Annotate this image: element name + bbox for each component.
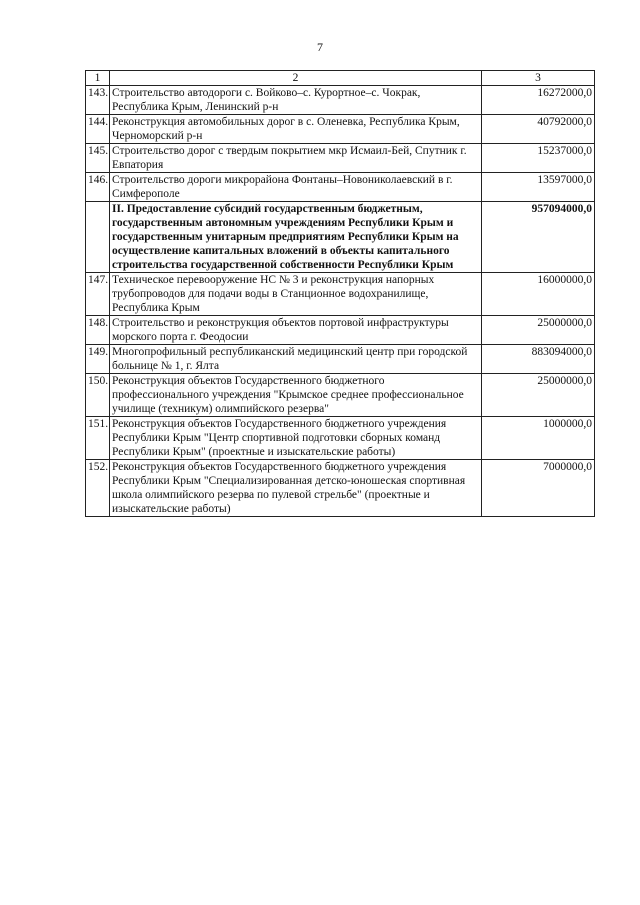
table-row bbox=[86, 273, 595, 316]
row-name: Реконструкция объектов Государственного бюджетного профессионального учреждения "Крымское среднее профессиональное училище (техникум) олимпийского резерва" bbox=[110, 374, 482, 417]
row-name: Реконструкция автомобильных дорог в с. Оленевка, Республика Крым, Черноморский р-н bbox=[110, 115, 482, 144]
row-value: 883094000,0 bbox=[482, 345, 595, 374]
section-title: II. Предоставление субсидий государственным бюджетным, государственным автономным учреждениям Республики Крым и государственным унитарным предприятиям Республики Крым на осуществление капитальных вложений в объекты капитального строительства государственной собственности Республики Крым bbox=[110, 202, 482, 273]
row-value: 40792000,0 bbox=[482, 115, 595, 144]
page-number: 7 bbox=[317, 40, 323, 54]
row-value: 15237000,0 bbox=[482, 144, 595, 173]
table-row bbox=[86, 460, 595, 517]
header-cell-1: 1 bbox=[86, 71, 110, 86]
table-row bbox=[86, 173, 595, 202]
row-name: Техническое перевооружение НС № 3 и реконструкция напорных трубопроводов для подачи воды в Станционное водохранилище, Республика Крым bbox=[110, 273, 482, 316]
row-number: 151. bbox=[86, 417, 110, 460]
row-number: 147. bbox=[86, 273, 110, 316]
row-value: 1000000,0 bbox=[482, 417, 595, 460]
section-total: 957094000,0 bbox=[482, 202, 595, 273]
row-name: Многопрофильный республиканский медицинский центр при городской больнице № 1, г. Ялта bbox=[110, 345, 482, 374]
budget-table bbox=[85, 70, 595, 517]
table-row bbox=[86, 115, 595, 144]
row-number: 143. bbox=[86, 86, 110, 115]
row-value: 7000000,0 bbox=[482, 460, 595, 517]
header-cell-3: 3 bbox=[482, 71, 595, 86]
row-name: Строительство дороги микрорайона Фонтаны–Новониколаевский в г. Симферополе bbox=[110, 173, 482, 202]
row-value: 25000000,0 bbox=[482, 316, 595, 345]
row-value: 13597000,0 bbox=[482, 173, 595, 202]
table-row bbox=[86, 417, 595, 460]
table-header-row bbox=[86, 71, 595, 86]
section-number bbox=[86, 202, 110, 273]
row-name: Строительство дорог с твердым покрытием мкр Исмаил-Бей, Спутник г. Евпатория bbox=[110, 144, 482, 173]
table-row bbox=[86, 86, 595, 115]
row-value: 16272000,0 bbox=[482, 86, 595, 115]
row-value: 16000000,0 bbox=[482, 273, 595, 316]
row-number: 150. bbox=[86, 374, 110, 417]
row-number: 145. bbox=[86, 144, 110, 173]
row-number: 148. bbox=[86, 316, 110, 345]
row-name: Строительство и реконструкция объектов портовой инфраструктуры морского порта г. Феодосии bbox=[110, 316, 482, 345]
table-row bbox=[86, 374, 595, 417]
row-name: Строительство автодороги с. Войково–с. Курортное–с. Чокрак, Республика Крым, Ленинский р-н bbox=[110, 86, 482, 115]
row-number: 149. bbox=[86, 345, 110, 374]
header-cell-2: 2 bbox=[110, 71, 482, 86]
section-row bbox=[86, 202, 595, 273]
table-row bbox=[86, 144, 595, 173]
row-name: Реконструкция объектов Государственного бюджетного учреждения Республики Крым "Специализированная детско-юношеская спортивная школа олимпийского резерва по пулевой стрельбе" (проектные и изыскательские работы) bbox=[110, 460, 482, 517]
table-row bbox=[86, 345, 595, 374]
row-name: Реконструкция объектов Государственного бюджетного учреждения Республики Крым "Центр спортивной подготовки сборных команд Республики Крым" (проектные и изыскательские работы) bbox=[110, 417, 482, 460]
row-number: 152. bbox=[86, 460, 110, 517]
row-number: 146. bbox=[86, 173, 110, 202]
row-number: 144. bbox=[86, 115, 110, 144]
table-row bbox=[86, 316, 595, 345]
row-value: 25000000,0 bbox=[482, 374, 595, 417]
